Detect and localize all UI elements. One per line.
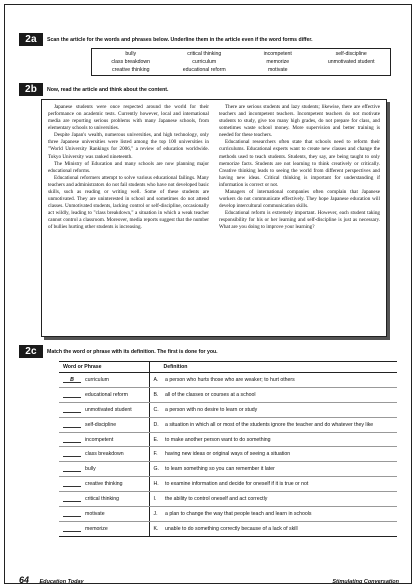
answer-blank[interactable] [63, 437, 81, 443]
answer-blank[interactable] [63, 481, 81, 487]
matching-row [59, 417, 397, 432]
word-list-item: class breakdown [111, 59, 151, 65]
matching-row [59, 462, 397, 477]
matching-row [59, 507, 397, 522]
article-column-left [48, 104, 209, 332]
article-column-right [219, 104, 380, 332]
section-2b-badge: 2b [19, 83, 43, 96]
section-2c-header [19, 345, 218, 358]
word-list-item: self-discipline [335, 51, 367, 57]
word-list-item: unmotivated student [327, 59, 375, 65]
definition-letter: F. [149, 447, 161, 462]
definition-letter: E. [149, 432, 161, 447]
word-cell [59, 387, 149, 402]
matching-row [59, 492, 397, 507]
matching-row [59, 521, 397, 536]
word-label: curriculum [85, 376, 109, 383]
answer-blank[interactable] [63, 407, 81, 413]
definition-text: all of the classes or courses at a school [161, 387, 397, 402]
section-2a-instruction: Scan the article for the words and phrases below. Underline them in the article even if the word forms differ. [47, 36, 313, 43]
word-list-item: incompetent [263, 51, 292, 57]
word-list-item: critical thinking [187, 51, 222, 57]
word-cell [59, 462, 149, 477]
definition-text: the ability to control oneself and act correctly [161, 492, 397, 507]
word-list-item: educational reform [182, 67, 226, 73]
article-paragraph: Managers of international companies often complain that Japanese workers do not communicate effectively. They hope Japanese education will develop intercultural communication skills. [219, 188, 380, 210]
word-cell [59, 373, 149, 388]
matching-table [59, 361, 397, 537]
definition-text: to make another person want to do something [161, 432, 397, 447]
definition-text: a person with no desire to learn or study [161, 402, 397, 417]
footer-left [19, 570, 84, 588]
matching-row [59, 432, 397, 447]
word-cell [59, 432, 149, 447]
word-label: class breakdown [85, 451, 124, 458]
definition-letter: J. [149, 507, 161, 522]
word-label: incompetent [85, 436, 114, 443]
definition-text: to learn something so you can remember it later [161, 462, 397, 477]
matching-table-header [59, 362, 397, 373]
answer-blank[interactable] [63, 451, 81, 457]
word-cell [59, 507, 149, 522]
answer-blank[interactable] [63, 466, 81, 472]
word-cell [59, 447, 149, 462]
definition-letter: H. [149, 477, 161, 492]
definition-letter: K. [149, 521, 161, 536]
answer-blank[interactable] [63, 422, 81, 428]
definition-letter: D. [149, 417, 161, 432]
matching-row [59, 477, 397, 492]
article-paragraph: Japanese students were once respected around the world for their performance on academic tests. Currently however, local and international media are reporting serious problems with many Japanese schools, from elementary schools to universities. [48, 104, 209, 132]
word-list-item: creative thinking [112, 67, 150, 73]
page-number: 64 [19, 575, 30, 585]
book-title: Education Today [39, 579, 84, 585]
word-cell [59, 521, 149, 536]
word-list-item: curriculum [192, 59, 217, 65]
matching-row [59, 373, 397, 388]
matching-row [59, 447, 397, 462]
word-label: educational reform [85, 391, 128, 398]
answer-blank[interactable]: B [63, 377, 81, 383]
word-label: critical thinking [85, 496, 120, 503]
word-label: motivate [85, 510, 105, 517]
definition-text: to examine information and decide for oneself if it is true or not [161, 477, 397, 492]
word-column-header: Word or Phrase [59, 362, 149, 373]
word-label: creative thinking [85, 481, 123, 488]
word-cell [59, 402, 149, 417]
textbook-page [4, 4, 412, 584]
definition-column-header: Definition [149, 362, 397, 373]
matching-row [59, 402, 397, 417]
page-footer [19, 570, 399, 588]
section-2c-instruction: Match the word or phrase with its definition. The first is done for you. [47, 348, 218, 355]
word-list-item: motivate [267, 67, 288, 73]
section-2c-badge: 2c [19, 345, 43, 358]
word-list-item: bully [125, 51, 137, 57]
article-paragraph: Educational researchers often state that schools need to reform their curriculums. Educational experts want to create new classes and change the methods used to teach students. Students, they say, are being taught to only memorize facts. Students are not learning to think creatively or critically. Creative thinking leads to seeing the world from different perspectives and having new ideas. Critical thinking is important for understanding if information is correct or not. [219, 139, 380, 188]
article-paragraph: Educational reform is extremely important. However, each student taking responsibility for his or her learning and self-discipline is just as necessary. What are you doing to improve your learning? [219, 210, 380, 231]
matching-row [59, 387, 397, 402]
definition-letter: A. [149, 373, 161, 388]
section-2a-header [19, 33, 313, 46]
article-box [41, 99, 387, 337]
chapter-title: Stimulating Conversation [332, 579, 399, 585]
definition-text: a situation in which all or most of the students ignore the teacher and do whatever they like [161, 417, 397, 432]
word-label: bully [85, 466, 96, 473]
definition-text: a plan to change the way that people teach and learn in schools [161, 507, 397, 522]
article-paragraph: There are serious students and lazy students; likewise, there are effective teachers and incompetent teachers. Incompetent teachers do not motivate students to study, give too many high grades, do not prepare for class, and sometimes waste school money. More supervision and better training is needed for these teachers. [219, 104, 380, 139]
section-2b-header [19, 83, 168, 96]
section-2a-badge: 2a [19, 33, 43, 46]
word-list-box [91, 48, 391, 76]
word-cell [59, 417, 149, 432]
definition-letter: C. [149, 402, 161, 417]
answer-blank[interactable] [63, 496, 81, 502]
article-paragraph: Despite Japan's wealth, numerous universities, and high technology, only three Japanese universities were listed among the top 100 universities in "World University Rankings for 2006," a review of education worldwide. Tokyo University was ranked nineteenth. [48, 132, 209, 160]
definition-letter: B. [149, 387, 161, 402]
definition-text: having new ideas or original ways of seeing a situation [161, 447, 397, 462]
definition-text: unable to do something correctly because of a lack of skill [161, 521, 397, 536]
word-label: unmotivated student [85, 406, 132, 413]
definition-letter: G. [149, 462, 161, 477]
word-list-item: memorize [266, 59, 290, 65]
word-cell [59, 477, 149, 492]
article-paragraph: Educational reformers attempt to solve various educational failings. Many teachers and administrators do not fail students who have not developed basic skills, such as reading or writing well. Some of these students are unmotivated. They are uninterested in school and sometimes do not attend classes. Unmotivated students, lacking control or self-discipline, occasionally act wildly, leading to "class breakdown," a situation in which a weak teacher cannot control a classroom. Moreover, media reports suggest that the number of bullies hurting other students is increasing. [48, 174, 209, 231]
definition-text: a person who hurts those who are weaker; to hurt others [161, 373, 397, 388]
word-cell [59, 492, 149, 507]
section-2b-instruction: Now, read the article and think about the content. [47, 86, 169, 93]
definition-letter: I. [149, 492, 161, 507]
article-paragraph: The Ministry of Education and many schools are now planning major educational reforms. [48, 160, 209, 174]
word-label: memorize [85, 525, 108, 532]
answer-blank[interactable] [63, 511, 81, 517]
answer-blank[interactable] [63, 526, 81, 532]
answer-blank[interactable] [63, 392, 81, 398]
word-label: self-discipline [85, 421, 117, 428]
